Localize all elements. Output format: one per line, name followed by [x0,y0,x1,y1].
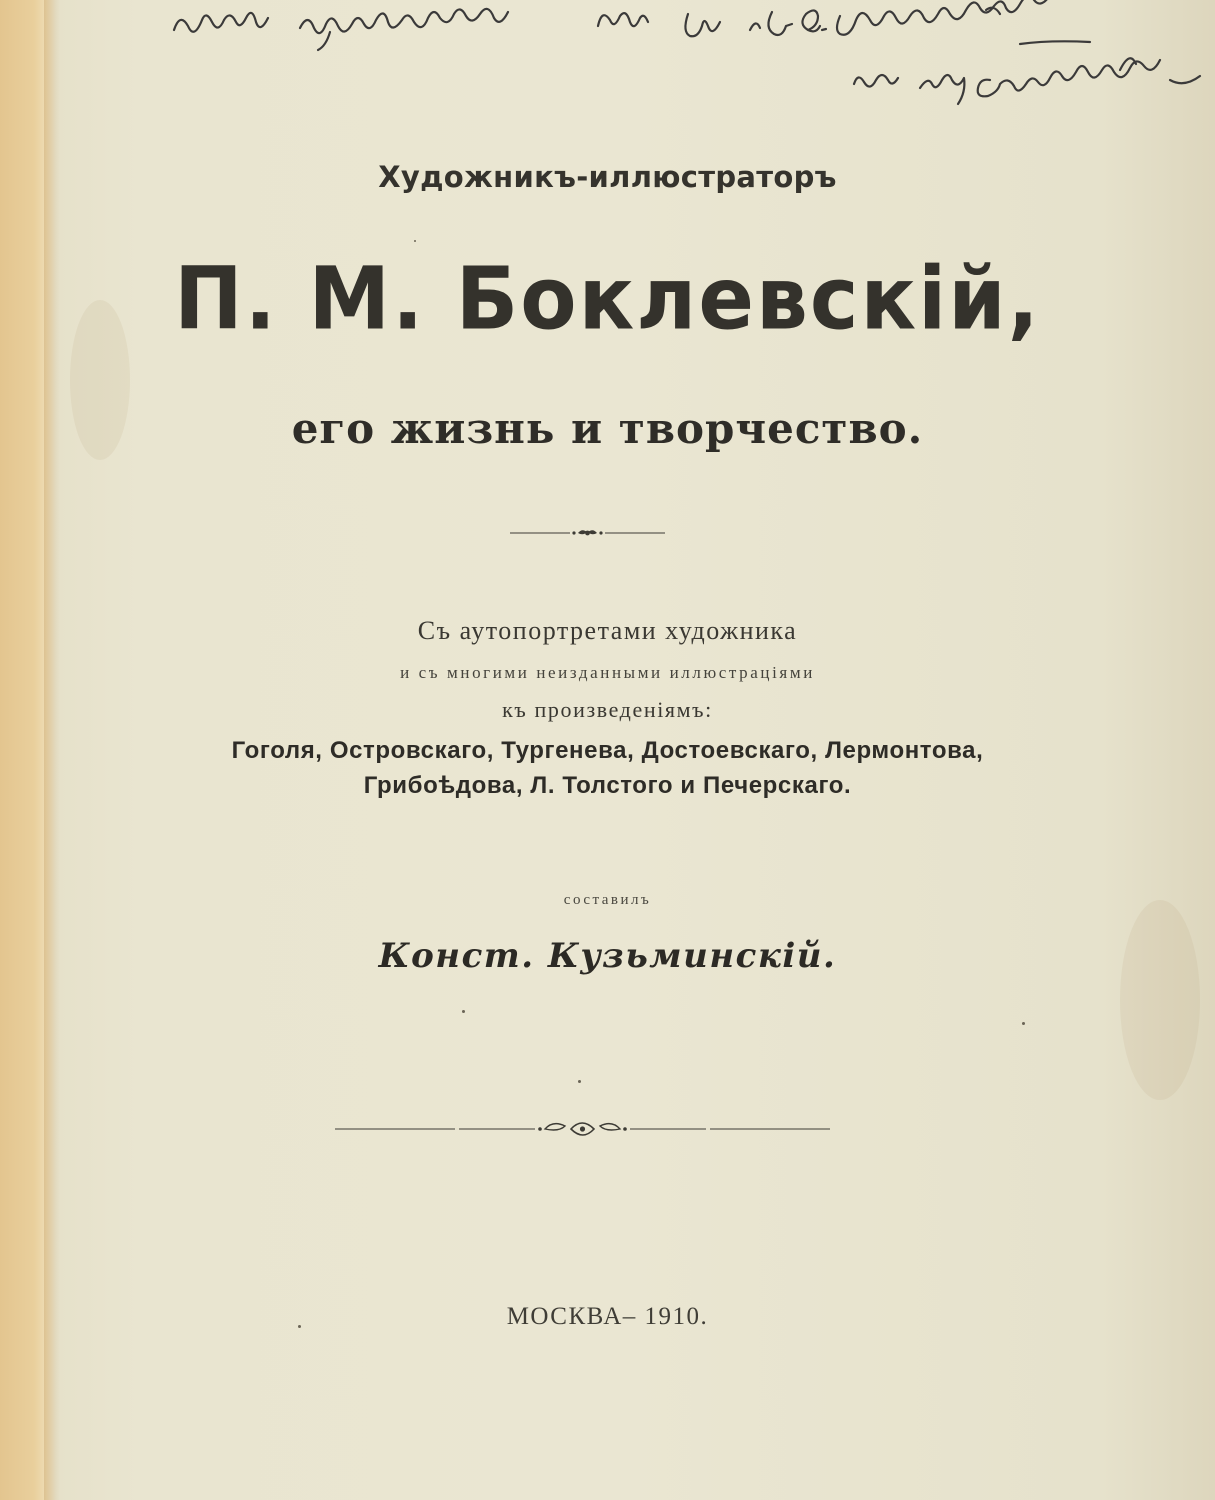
description-line: и съ многими неизданными иллюстраціями [400,663,815,682]
description-line: къ произведеніямъ: [502,697,713,722]
authors-line: Грибоѣдова, Л. Толстого и Печерскаго. [363,772,852,799]
page-subtitle: его жизнь и творчество. [291,404,924,453]
authors-line: Гоголя, Островскаго, Тургенева, Достоевскаго, Лермонтова, [231,737,984,764]
paper-speck [414,240,416,242]
imprint-line: МОСКВА– 1910. [506,1303,709,1330]
page-title: П. М. Боклевскій, [174,249,1041,350]
kicker-line: Художникъ-иллюстраторъ [378,160,837,194]
paper-stain [1120,900,1200,1100]
handwritten-inscription [160,0,1210,140]
ornamental-rule [335,1118,830,1140]
description-line: Съ аутопортретами художника [417,616,798,645]
compiler-name: Конст. Кузьминскій. [378,936,837,976]
paper-speck [1022,1022,1025,1025]
ornamental-rule [510,524,665,542]
paper-speck [462,1010,465,1013]
paper-speck [578,1080,581,1083]
compiled-label: составилъ [563,892,652,908]
